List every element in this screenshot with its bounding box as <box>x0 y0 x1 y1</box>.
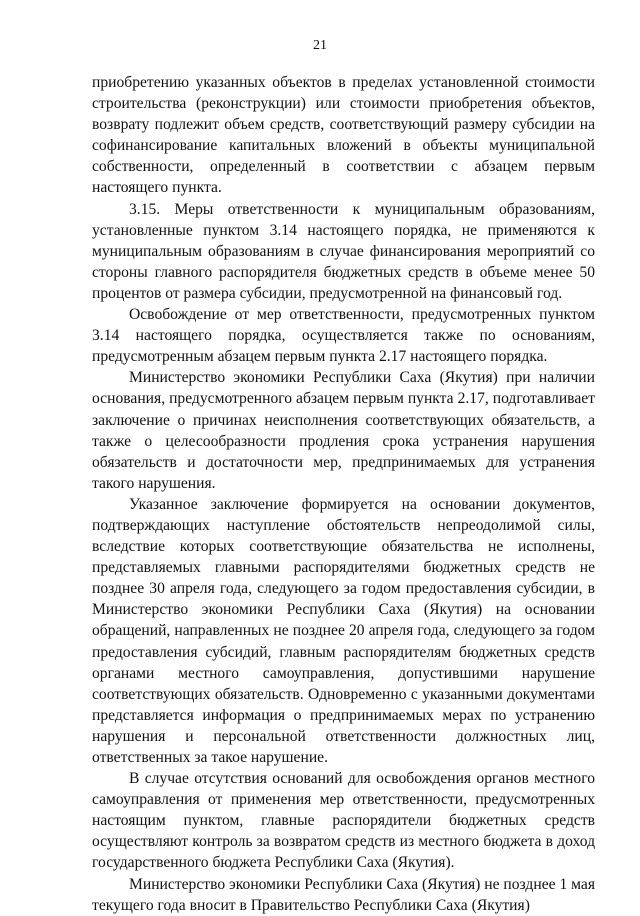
page-number: 21 <box>313 38 327 53</box>
paragraph-3-15: 3.15. Меры ответственности к муниципальным образованиям, установленные пунктом 3.14 настоящего порядка, не применяются к муниципальным образованиям в случае финансирования мероприятий со стороны главного распорядителя бюджетных средств в объеме менее 50 процентов от размера субсидии, предусмотренной на финансовый год. <box>92 200 595 302</box>
paragraph-continuation: приобретению указанных объектов в пределах установленной стоимости строительства (реконструкции) или стоимости приобретения объектов, возврату подлежит объем средств, соответствующий размеру субсидии на софинансирование капитальных вложений в объекты муниципальной собственности, определенный в соответствии с абзацем первым настоящего пункта. <box>92 74 595 197</box>
paragraph-conclusion-basis: Указанное заключение формируется на основании документов, подтверждающих наступление обстоятельств непреодолимой силы, вследствие которых соответствующие обязательства не исполнены, представляемых главными распорядителями бюджетных средств не позднее 30 апреля года, следующего за годом предоставления субсидии, в Министерство экономики Республики Саха (Якутия) на основании обращений, направленных не позднее 20 апреля года, следующего за годом предоставления субсидий, главным распорядителям бюджетных средств органами местного самоуправления, допустившими нарушение соответствующих обязательств. Одновременно с указанными документами представляется информация о предпринимаемых мерах по устранению нарушения и персональной ответственности должностных лиц, ответственных за такое нарушение. <box>92 495 595 766</box>
paragraph-no-grounds: В случае отсутствия оснований для освобождения органов местного самоуправления от применения мер ответственности, предусмотренных настоящим пунктом, главные распорядители бюджетных средств осуществляют контроль за возвратом средств из местного бюджета в доход государственного бюджета Республики Саха (Якутия). <box>92 770 595 872</box>
paragraph-ministry-submission: Министерство экономики Республики Саха (Якутия) не позднее 1 мая текущего года вносит в Правительство Республики Саха (Якутия) <box>92 875 595 914</box>
paragraph-exemption: Освобождение от мер ответственности, предусмотренных пунктом 3.14 настоящего порядка, осуществляется также по основаниям, предусмотренным абзацем первым пункта 2.17 настоящего порядка. <box>92 306 595 366</box>
paragraph-ministry-conclusion: Министерство экономики Республики Саха (Якутия) при наличии основания, предусмотренного абзацем первым пункта 2.17, подготавливает заключение о причинах неисполнения соответствующих обязательств, а также о целесообразности продления срока устранения нарушения обязательств и достаточности мер, предпринимаемых для устранения такого нарушения. <box>92 369 595 492</box>
document-body <box>92 72 595 916</box>
